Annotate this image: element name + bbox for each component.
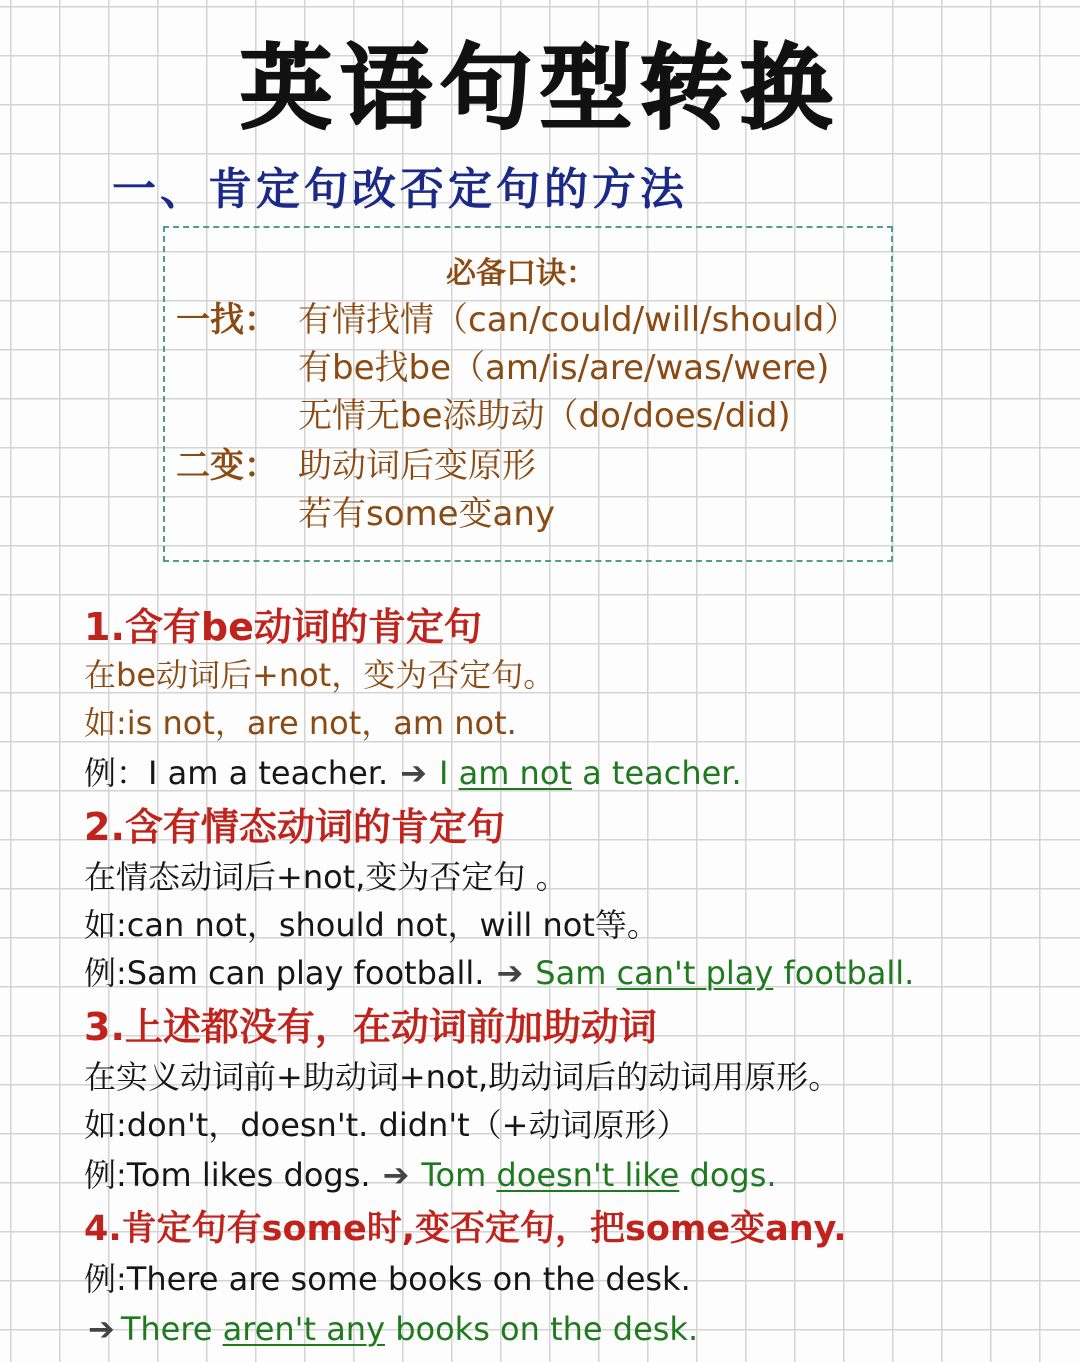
mnemonic-line: 有情找情（can/could/will/should） — [298, 300, 859, 340]
mnemonic-title: 必备口诀： — [446, 256, 596, 291]
example-answer: I am not a teacher. — [438, 754, 742, 792]
mnemonic-label-find: 一找： — [176, 300, 278, 340]
underlined-change: aren't any — [222, 1310, 386, 1348]
rule-description: 在实义动词前+助动词+not,助动词后的动词用原形。 — [84, 1058, 841, 1096]
rule-examples: 如:is not，are not，am not. — [84, 704, 517, 742]
mnemonic-label-change: 二变： — [176, 446, 278, 486]
rule-heading: 4.肯定句有some时,变否定句，把some变any. — [84, 1209, 847, 1249]
arrow-icon: ➔ — [88, 1310, 115, 1348]
arrow-icon: ➔ — [382, 1156, 410, 1194]
example-original: 例:There are some books on the desk. — [84, 1260, 691, 1298]
page-title: 英语句型转换 — [239, 34, 840, 142]
rule-heading: 3.上述都没有，在动词前加助动词 — [84, 1005, 657, 1049]
rule-examples: 如:don't，doesn't. didn't（+动词原形） — [84, 1106, 689, 1144]
example-answer: Tom doesn't like dogs. — [421, 1156, 777, 1194]
mnemonic-line: 有be找be（am/is/are/was/were) — [298, 348, 830, 388]
rule-description: 在be动词后+not，变为否定句。 — [84, 656, 556, 694]
rule-heading: 2.含有情态动词的肯定句 — [84, 805, 505, 849]
underlined-change: doesn't like — [496, 1156, 680, 1194]
example-answer: There aren't any books on the desk. — [120, 1310, 699, 1348]
example-original: 例：I am a teacher. — [84, 754, 389, 792]
arrow-icon: ➔ — [400, 754, 427, 792]
mnemonic-line: 若有some变any — [298, 494, 556, 534]
example-answer: Sam can't play football. — [535, 954, 915, 992]
example-sentence — [84, 750, 742, 796]
mnemonic-line: 无情无be添助动（do/does/did) — [298, 396, 791, 436]
underlined-change: am not — [458, 754, 572, 792]
example-original: 例:Sam can play football. — [84, 954, 485, 992]
underlined-change: can't play — [616, 954, 774, 992]
example-sentence — [84, 1152, 777, 1198]
rule-heading: 1.含有be动词的肯定句 — [84, 605, 482, 649]
section-heading: 一、肯定句改否定句的方法 — [112, 164, 688, 215]
rule-description: 在情态动词后+not,变为否定句 。 — [84, 858, 568, 896]
arrow-icon: ➔ — [496, 954, 524, 992]
rule-examples: 如:can not，should not，will not等。 — [84, 906, 659, 944]
example-original: 例:Tom likes dogs. — [84, 1156, 371, 1194]
example-sentence — [88, 1306, 698, 1352]
example-sentence — [84, 950, 914, 996]
mnemonic-line: 助动词后变原形 — [298, 446, 536, 486]
